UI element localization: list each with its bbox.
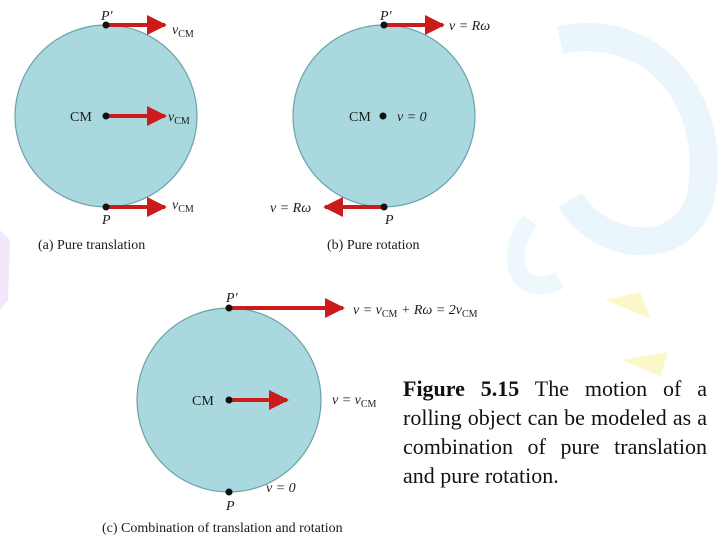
dot-b-bottom — [381, 204, 388, 211]
label-a-cm: CM — [70, 110, 92, 125]
velocity-a-bottom: $v_{CM}$ — [172, 198, 194, 215]
velocity-b-bottom: v = Rω — [270, 201, 312, 216]
panel-a — [15, 9, 197, 253]
velocity-a-top: $v_{CM}$ — [172, 23, 194, 40]
dot-c-center — [226, 397, 233, 404]
velocity-b-top: v = Rω — [449, 19, 491, 34]
dot-c-bottom — [226, 489, 233, 496]
label-c-cm: CM — [192, 394, 214, 409]
figure-caption — [403, 374, 707, 490]
caption-a: (a) Pure translation — [38, 238, 146, 253]
velocity-c-center: $v = v_{CM}$ — [332, 393, 377, 410]
velocity-c-top: $v = v_{CM} + R\omega = 2v_{CM}$ — [353, 303, 478, 320]
velocity-c-bottom: v = 0 — [266, 481, 296, 496]
label-a-bottom: P — [102, 213, 111, 228]
label-c-bottom: P — [226, 499, 235, 514]
dot-a-bottom — [103, 204, 110, 211]
figure-caption-text: The motion of a rolling object can be modeled as a combination of pure translation and pure rotation. — [403, 376, 708, 488]
label-c-top: P′ — [226, 291, 238, 306]
caption-c: (c) Combination of translation and rotation — [102, 521, 343, 536]
label-b-bottom: P — [385, 213, 394, 228]
caption-b: (b) Pure rotation — [327, 238, 420, 253]
label-b-top: P′ — [380, 9, 392, 24]
dot-a-center — [103, 113, 110, 120]
label-a-top: P′ — [101, 9, 113, 24]
panel-b — [270, 9, 490, 253]
label-b-cm: CM — [349, 110, 371, 125]
dot-b-center — [380, 113, 387, 120]
figure-label: Figure 5.15 — [403, 376, 520, 401]
velocity-a-center: $v_{CM}$ — [168, 110, 190, 127]
velocity-b-center: v = 0 — [397, 110, 427, 125]
